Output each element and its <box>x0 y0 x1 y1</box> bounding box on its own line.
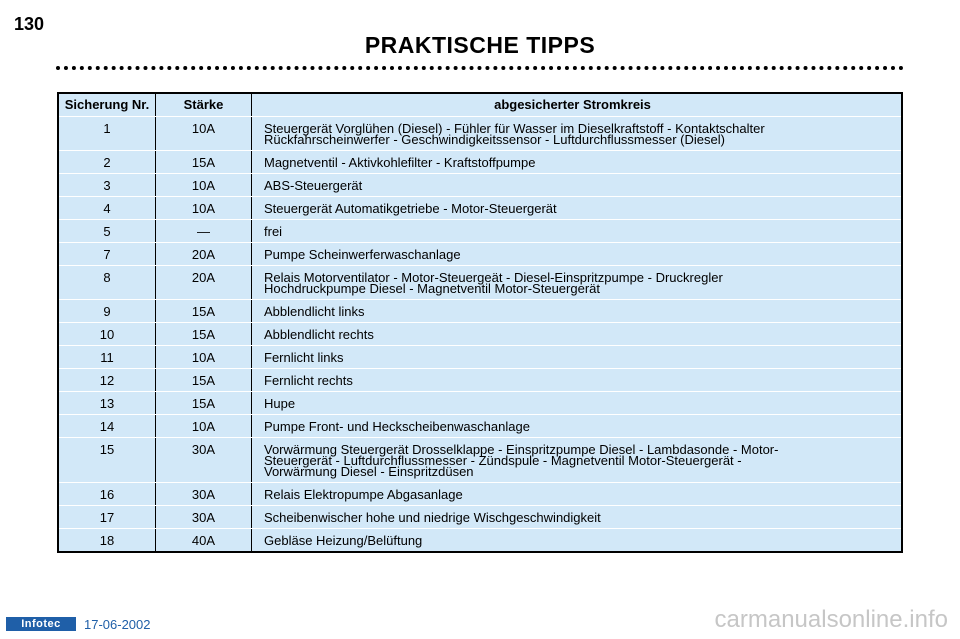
circuit-line: frei <box>264 224 283 239</box>
fuse-number: 16 <box>59 483 156 505</box>
protected-circuit <box>252 243 901 265</box>
fuse-amperage: 15A <box>156 392 252 414</box>
fuse-number: 1 <box>59 117 156 150</box>
table-row <box>59 265 901 299</box>
table-row <box>59 345 901 368</box>
fuse-amperage: 30A <box>156 506 252 528</box>
table-body <box>59 116 901 551</box>
circuit-line: Vorwärmung Steuergerät Drosselklappe - Einspritzpumpe Diesel - Lambdasonde - Motor- <box>264 442 779 457</box>
circuit-line: Pumpe Front- und Heckscheibenwaschanlage <box>264 419 530 434</box>
fuse-number: 18 <box>59 529 156 551</box>
table-row <box>59 528 901 551</box>
fuse-number: 7 <box>59 243 156 265</box>
fuse-amperage: 15A <box>156 369 252 391</box>
circuit-line: Steuergerät Vorglühen (Diesel) - Fühler für Wasser im Dieselkraftstoff - Kontaktschalter <box>264 121 765 136</box>
fuse-amperage: 20A <box>156 266 252 299</box>
circuit-line: Fernlicht rechts <box>264 373 353 388</box>
fuse-amperage: — <box>156 220 252 242</box>
protected-circuit <box>252 483 901 505</box>
fuse-number: 17 <box>59 506 156 528</box>
circuit-line: Hochdruckpumpe Diesel - Magnetventil Motor-Steuergerät <box>264 281 600 296</box>
fuse-amperage: 10A <box>156 197 252 219</box>
circuit-line: Abblendlicht links <box>264 304 365 319</box>
table-row <box>59 242 901 265</box>
circuit-line: Abblendlicht rechts <box>264 327 374 342</box>
protected-circuit <box>252 266 901 299</box>
fuse-amperage: 10A <box>156 117 252 150</box>
page-title: PRAKTISCHE TIPPS <box>364 32 596 58</box>
circuit-line: Relais Elektropumpe Abgasanlage <box>264 487 463 502</box>
protected-circuit <box>252 197 901 219</box>
circuit-line: Steuergerät Automatikgetriebe - Motor-Steuergerät <box>264 201 557 216</box>
fuse-amperage: 40A <box>156 529 252 551</box>
table-row <box>59 414 901 437</box>
fuse-amperage: 10A <box>156 415 252 437</box>
infotec-logo: Infotec <box>6 617 76 631</box>
protected-circuit <box>252 117 901 150</box>
fuse-number: 15 <box>59 438 156 482</box>
fuse-number: 12 <box>59 369 156 391</box>
table-row <box>59 505 901 528</box>
fuse-number: 8 <box>59 266 156 299</box>
fuse-number: 5 <box>59 220 156 242</box>
fuse-amperage: 15A <box>156 323 252 345</box>
footer-date: 17-06-2002 <box>84 617 151 632</box>
header-fuse-number: Sicherung Nr. <box>59 94 156 116</box>
table-row <box>59 391 901 414</box>
table-row <box>59 437 901 482</box>
header-circuit: abgesicherter Stromkreis <box>494 97 651 112</box>
header-amperage: Stärke <box>156 94 252 116</box>
circuit-line: Vorwärmung Diesel - Einspritzdüsen <box>264 464 474 479</box>
protected-circuit <box>252 346 901 368</box>
circuit-line: Hupe <box>264 396 296 411</box>
fuse-number: 9 <box>59 300 156 322</box>
fuse-amperage: 15A <box>156 300 252 322</box>
watermark: carmanualsonline.info <box>714 606 948 633</box>
dotted-divider <box>56 66 904 70</box>
fuse-amperage: 10A <box>156 174 252 196</box>
fuse-number: 11 <box>59 346 156 368</box>
fuse-amperage: 15A <box>156 151 252 173</box>
table-row <box>59 482 901 505</box>
circuit-line: Rückfahrscheinwerfer - Geschwindigkeitssensor - Luftdurchflussmesser (Diesel) <box>264 132 725 147</box>
fuse-number: 2 <box>59 151 156 173</box>
fuse-number: 10 <box>59 323 156 345</box>
table-row <box>59 196 901 219</box>
fuse-table <box>57 92 903 553</box>
fuse-amperage: 20A <box>156 243 252 265</box>
protected-circuit <box>252 220 901 242</box>
protected-circuit <box>252 529 901 551</box>
table-row <box>59 173 901 196</box>
protected-circuit <box>252 369 901 391</box>
circuit-line: Gebläse Heizung/Belüftung <box>264 533 423 548</box>
circuit-line: Relais Motorventilator - Motor-Steuergeät - Diesel-Einspritzpumpe - Druckregler <box>264 270 723 285</box>
table-row <box>59 150 901 173</box>
protected-circuit <box>252 174 901 196</box>
protected-circuit <box>252 415 901 437</box>
protected-circuit <box>252 438 901 482</box>
fuse-number: 4 <box>59 197 156 219</box>
table-row <box>59 299 901 322</box>
page-number: 130 <box>14 14 45 34</box>
protected-circuit <box>252 151 901 173</box>
circuit-line: Magnetventil - Aktivkohlefilter - Kraftstoffpumpe <box>264 155 536 170</box>
fuse-amperage: 30A <box>156 438 252 482</box>
circuit-line: ABS-Steuergerät <box>264 178 363 193</box>
fuse-amperage: 30A <box>156 483 252 505</box>
table-row <box>59 116 901 150</box>
circuit-line: Steuergerät - Luftdurchflussmesser - Zündspule - Magnetventil Motor-Steuergerät - <box>264 453 742 468</box>
protected-circuit <box>252 392 901 414</box>
table-row <box>59 368 901 391</box>
protected-circuit <box>252 323 901 345</box>
fuse-amperage: 10A <box>156 346 252 368</box>
table-header <box>59 94 901 116</box>
protected-circuit <box>252 506 901 528</box>
protected-circuit <box>252 300 901 322</box>
circuit-line: Pumpe Scheinwerferwaschanlage <box>264 247 461 262</box>
table-row <box>59 322 901 345</box>
circuit-line: Fernlicht links <box>264 350 344 365</box>
fuse-number: 13 <box>59 392 156 414</box>
fuse-number: 14 <box>59 415 156 437</box>
fuse-number: 3 <box>59 174 156 196</box>
circuit-line: Scheibenwischer hohe und niedrige Wischgeschwindigkeit <box>264 510 601 525</box>
table-row <box>59 219 901 242</box>
